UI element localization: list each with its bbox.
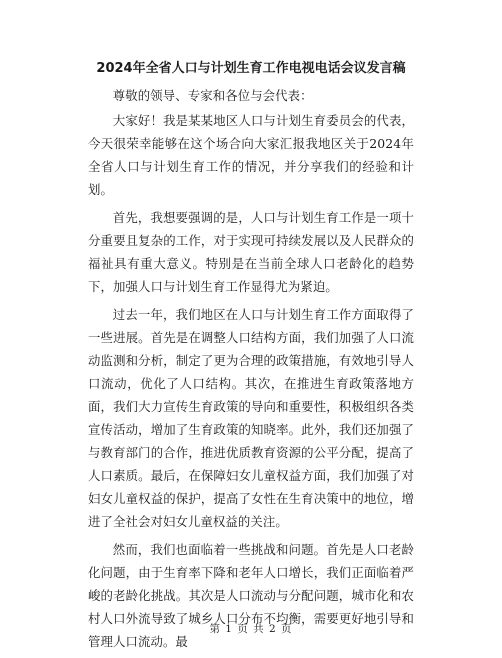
challenges-paragraph: 然而，我们也面临着一些挑战和问题。首先是人口老龄化问题，由于生育率下降和老年人口增长，我们正面临着严峻的老龄化挑战。其次是人口流动与分配问题，城市化和农村人口外流导致了城乡人口分布不均衡，需要更好地引导和管理人口流动。最 [88, 542, 414, 649]
salutation-paragraph: 尊敬的领导、专家和各位与会代表： [112, 88, 313, 103]
document-title: 2024年全省人口与计划生育工作电视电话会议发言稿 [96, 61, 406, 76]
intro-paragraph: 大家好！我是某某地区人口与计划生育委员会的代表，今天很荣幸能够在这个场合向大家汇报我地区关于2024年全省人口与计划生育工作的情况，并分享我们的经验和计划。 [88, 113, 414, 197]
importance-paragraph: 首先，我想要强调的是，人口与计划生育工作是一项十分重要且复杂的工作，对于实现可持续发展以及人民群众的福祉具有重大意义。特别是在当前全球人口老龄化的趋势下，加强人口与计划生育工作显得尤为紧迫。 [88, 210, 414, 294]
document-body [88, 84, 414, 658]
progress-paragraph: 过去一年，我们地区在人口与计划生育工作方面取得了一些进展。首先是在调整人口结构方面，我们加强了人口流动监测和分析，制定了更为合理的政策措施，有效地引导人口流动，优化了人口结构。其次，在推进生育政策落地方面，我们大力宣传生育政策的导向和重要性，积极组织各类宣传活动，增加了生育政策的知晓率。此外，我们还加强了与教育部门的合作，推进优质教育资源的公平分配，提高了人口素质。最后，在保障妇女儿童权益方面，我们加强了对妇女儿童权益的保护，提高了女性在生育决策中的地位，增进了全社会对妇女儿童权益的关注。 [88, 307, 414, 529]
page-number-footer: 第 1 页 共 2 页 [209, 623, 293, 635]
